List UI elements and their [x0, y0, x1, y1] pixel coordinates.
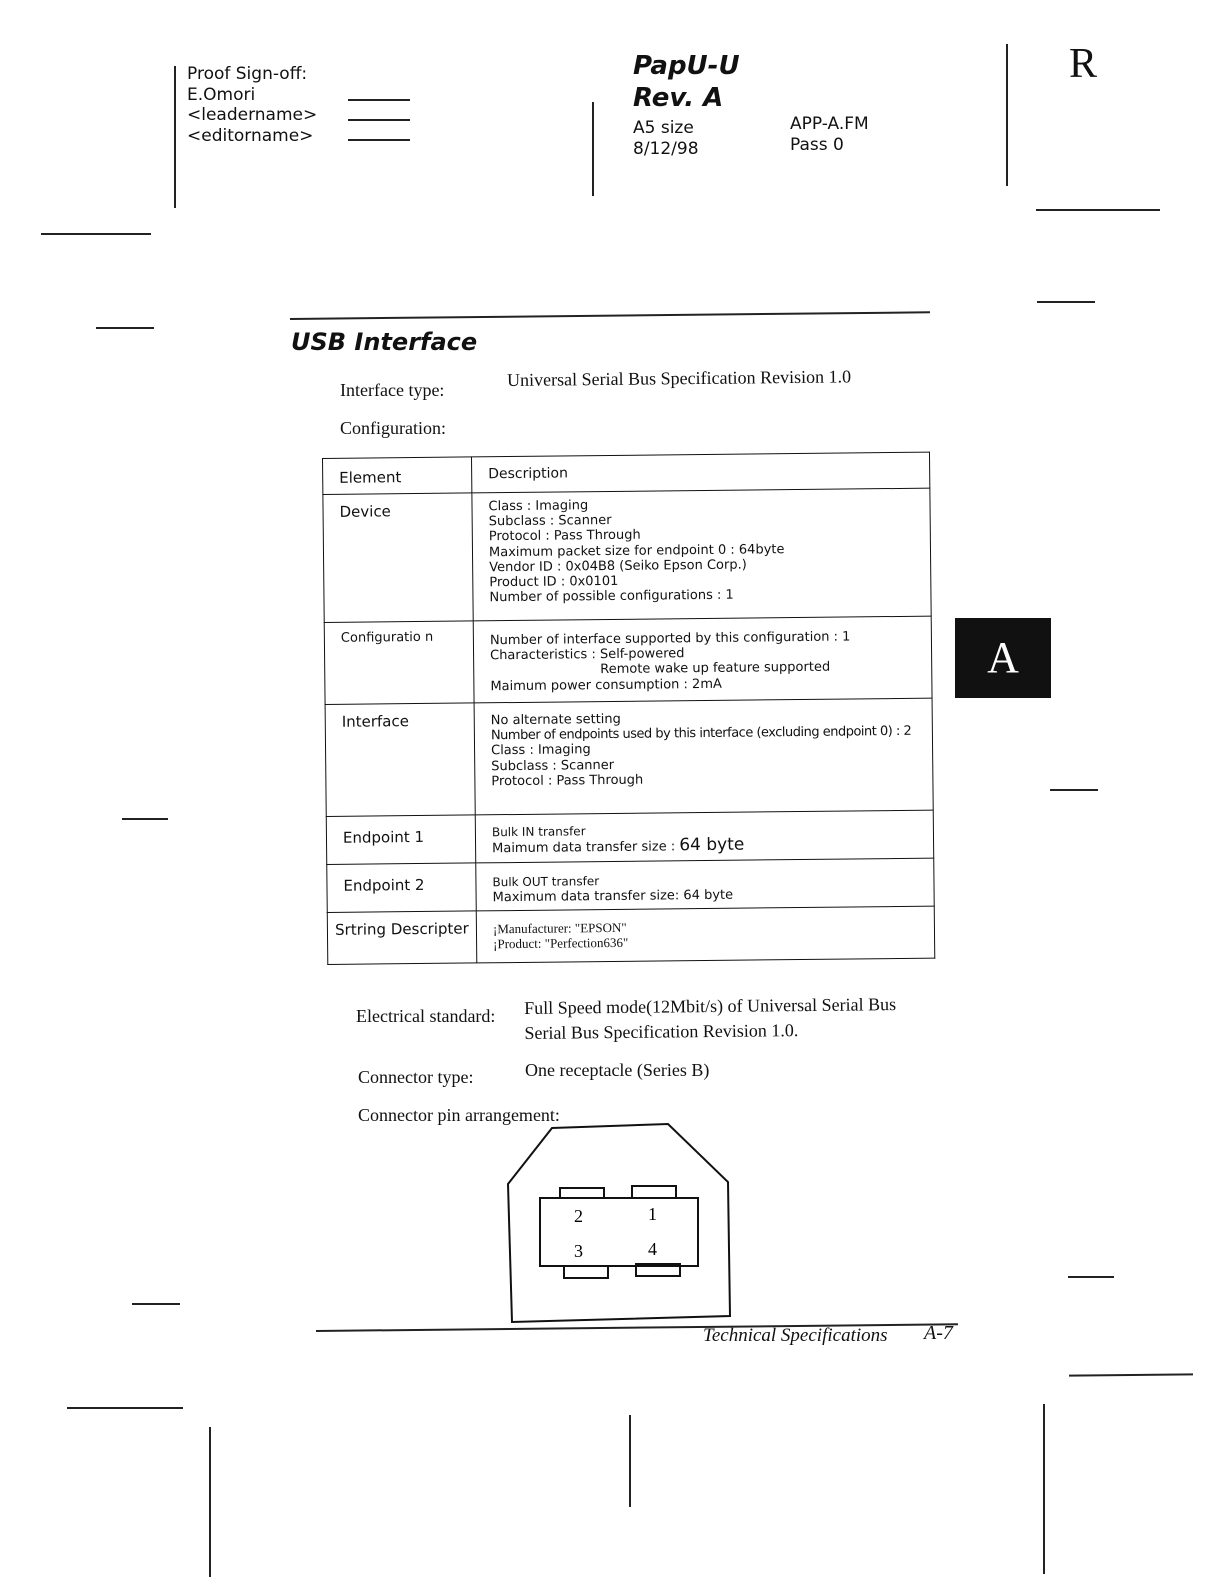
description-line: Bulk IN transfer — [491, 824, 586, 840]
electrical-standard-line: Full Speed mode(12Mbit/s) of Universal Serial Bus — [524, 994, 897, 1018]
crop-mark — [67, 1407, 183, 1409]
electrical-standard-line: Serial Bus Specification Revision 1.0. — [524, 1020, 799, 1043]
pin-label: 2 — [574, 1206, 583, 1226]
crop-mark — [1050, 789, 1098, 791]
description-line: ¡Product: "Perfection636" — [493, 935, 629, 952]
connector-pin-label: Connector pin arrangement: — [358, 1105, 560, 1125]
pin-label: 3 — [574, 1241, 583, 1261]
crop-mark — [122, 818, 168, 820]
signoff-line — [348, 139, 410, 141]
proof-title: Proof Sign-off: — [187, 64, 308, 84]
element-cell: Srtring Descripter — [327, 911, 477, 965]
chapter-tab: A — [955, 618, 1051, 698]
footer-title: Technical Specifications — [703, 1325, 888, 1346]
connector-type-label: Connector type: — [358, 1067, 474, 1087]
proof-name: E.Omori — [187, 84, 256, 105]
electrical-standard-label: Electrical standard: — [356, 1006, 496, 1026]
table-row — [326, 810, 933, 864]
description-line: Class : Imaging — [491, 742, 591, 759]
description-text: Maimum data transfer size : — [492, 839, 680, 857]
description-line: Subclass : Scanner — [488, 513, 612, 530]
crop-mark — [1069, 1373, 1193, 1376]
section-title: USB Interface — [291, 328, 478, 356]
print-date: 8/12/98 — [633, 139, 699, 159]
crop-mark — [209, 1427, 211, 1577]
connector-body — [540, 1198, 698, 1266]
description-cell — [476, 906, 935, 963]
description-cell — [475, 810, 933, 863]
table-row — [327, 906, 935, 964]
description-line: Maximum packet size for endpoint 0 : 64byte — [488, 541, 785, 560]
description-line: Remote wake up feature supported — [600, 660, 831, 678]
page-size: A5 size — [633, 118, 694, 138]
pin-label: 4 — [648, 1239, 657, 1259]
crop-mark — [1006, 44, 1008, 186]
page-number: A-7 — [924, 1322, 953, 1344]
revision: Rev. A — [633, 83, 724, 113]
description-line: Number of possible configurations : 1 — [489, 587, 734, 606]
table-row — [324, 616, 932, 704]
description-cell — [476, 858, 934, 911]
header-element: Element — [323, 457, 472, 495]
element-cell: Configuratio n — [324, 621, 474, 705]
element-cell: Endpoint 2 — [327, 863, 476, 913]
usb-config-table — [322, 452, 935, 965]
product-title — [633, 50, 740, 114]
element-cell: Interface — [325, 703, 475, 817]
description-line: Maimum power consumption : 2mA — [490, 676, 722, 694]
usb-b-connector-diagram — [500, 1120, 740, 1330]
crop-mark — [132, 1303, 180, 1305]
interface-type-value: Universal Serial Bus Specification Revision 1.0 — [507, 366, 852, 390]
description-cell — [473, 616, 932, 703]
crop-mark — [96, 327, 154, 329]
pass-number: Pass 0 — [790, 135, 844, 155]
description-line — [492, 836, 925, 857]
description-line: Number of interface supported by this configuration : 1 — [489, 629, 851, 649]
file-name: APP-A.FM — [790, 114, 869, 134]
header-description: Description — [471, 452, 929, 493]
description-line: Characteristics : Self-powered — [490, 646, 685, 664]
product-name: PapU-U — [633, 51, 740, 81]
description-line: Number of endpoints used by this interface (excluding endpoint 0) : 2 — [490, 724, 912, 744]
configuration-label: Configuration: — [340, 418, 446, 438]
connector-type-value: One receptacle (Series B) — [525, 1060, 710, 1080]
section-rule — [290, 311, 930, 319]
description-line: Protocol : Pass Through — [488, 528, 641, 545]
crop-mark — [1043, 1404, 1045, 1574]
element-cell: Endpoint 1 — [326, 815, 475, 865]
description-line: No alternate setting — [490, 711, 621, 729]
electrical-standard-value — [524, 992, 896, 1046]
interface-type-label: Interface type: — [340, 380, 445, 400]
description-line: Subclass : Scanner — [491, 757, 615, 774]
proof-name: <leadername> — [187, 105, 318, 125]
description-line: Bulk OUT transfer — [492, 874, 600, 890]
crop-mark — [1036, 209, 1160, 211]
crop-mark — [1068, 1276, 1114, 1278]
pin-label: 1 — [648, 1204, 657, 1224]
crop-mark — [1037, 301, 1095, 303]
description-line: Maximum data transfer size: 64 byte — [492, 887, 734, 906]
description-line: Class : Imaging — [488, 498, 589, 515]
signoff-line — [348, 119, 410, 121]
crop-mark — [592, 102, 594, 196]
description-emphasis: 64 byte — [679, 834, 745, 856]
crop-mark — [174, 66, 176, 208]
pin-slot-top-right — [632, 1186, 676, 1198]
crop-mark — [629, 1415, 631, 1507]
corner-mark: R — [1069, 41, 1098, 87]
description-cell — [472, 488, 931, 621]
description-line: Product ID : 0x0101 — [489, 573, 619, 591]
proof-signoff — [187, 64, 317, 146]
table-row — [325, 698, 933, 816]
table-row — [327, 858, 934, 912]
description-line: Vendor ID : 0x04B8 (Seiko Epson Corp.) — [489, 557, 747, 576]
description-cell — [474, 698, 933, 815]
description-line: Protocol : Pass Through — [491, 772, 644, 790]
pin-slot-bottom-left — [564, 1266, 608, 1278]
proof-name: <editorname> — [187, 125, 314, 146]
description-line: ¡Manufacturer: "EPSON" — [492, 919, 627, 937]
signoff-line — [348, 99, 410, 101]
table-row — [323, 488, 931, 622]
element-cell: Device — [323, 493, 473, 623]
crop-mark — [41, 233, 151, 235]
